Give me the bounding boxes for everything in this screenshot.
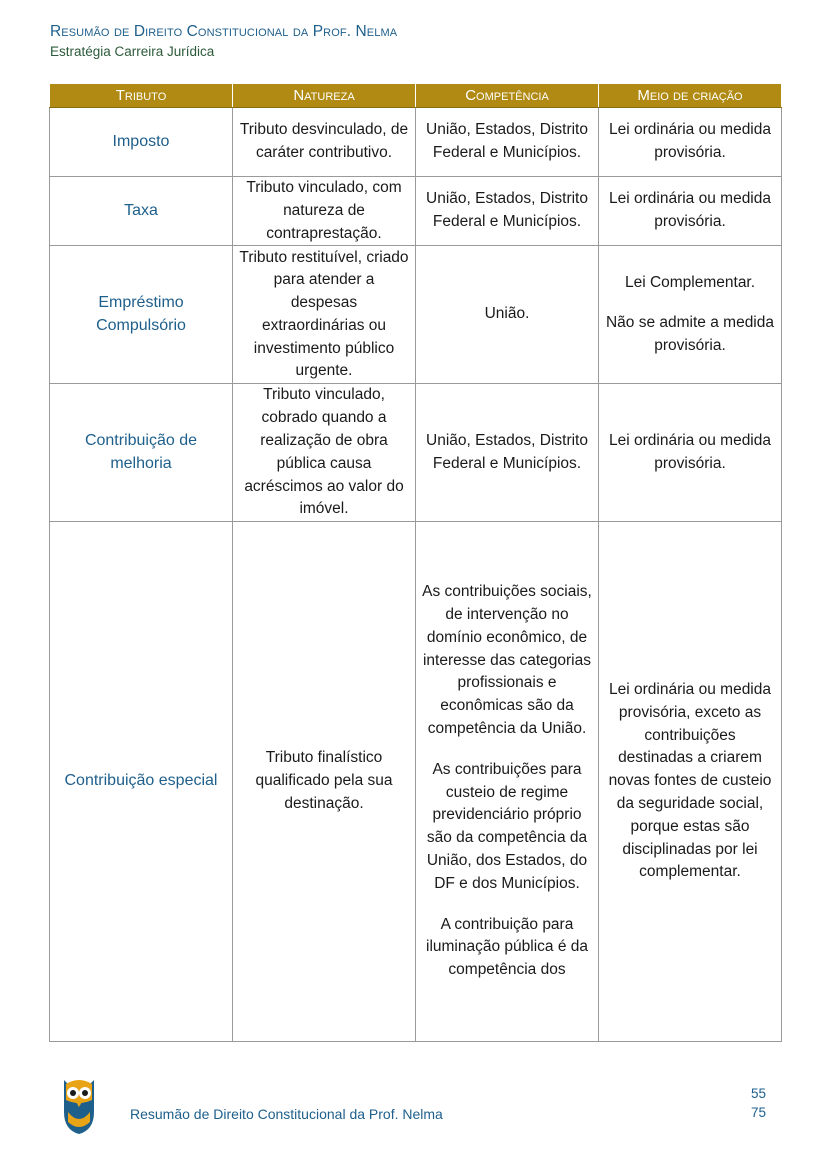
table-header-row [50,84,782,108]
meio-text: Lei ordinária ou medida provisória. [609,190,771,231]
tributo-cell: Contribuição especial [50,522,233,1042]
natureza-cell: Tributo restituível, criado para atender a despesas extraordinárias ou investimento público urgente. [233,246,416,384]
column-header-natureza: Natureza [233,84,416,108]
meio-cell [599,108,782,177]
meio-text: Lei ordinária ou medida provisória, exceto as contribuições destinadas a criarem novas fontes de custeio da seguridade social, porque estas são disciplinadas por lei complementar. [608,681,772,881]
tributo-cell: Contribuição de melhoria [50,384,233,522]
paragraph-gap [422,741,592,759]
column-header-meio-de-criacao: Meio de criação [599,84,782,108]
natureza-cell: Tributo vinculado, com natureza de contraprestação. [233,177,416,246]
page-number [736,1084,766,1122]
tributo-cell: Taxa [50,177,233,246]
page-header [50,22,397,62]
tributo-cell: Imposto [50,108,233,177]
table-row [50,246,782,384]
tributos-table [49,83,782,1042]
competencia-cell: União, Estados, Distrito Federal e Municípios. [416,177,599,246]
table-row [50,177,782,246]
column-header-competencia: Competência [416,84,599,108]
document-subtitle: Estratégia Carreira Jurídica [50,44,215,59]
competencia-paragraph: A contribuição para iluminação pública é da competência dos [426,915,588,979]
competencia-paragraph: As contribuições sociais, de intervenção no domínio econômico, de interesse das categorias profissionais e econômicas são da competência da União. [422,583,592,738]
page-footer [0,1060,828,1170]
meio-text: Lei ordinária ou medida provisória. [609,121,771,161]
meio-text: Lei ordinária ou medida provisória. [609,431,771,472]
meio-cell [599,384,782,522]
paragraph-gap [422,896,592,914]
current-page: 55 [750,1086,766,1101]
footer-title: Resumão de Direito Constitucional da Prof. Nelma [130,1106,443,1122]
table-row [50,522,782,1042]
meio-cell [599,177,782,246]
competencia-paragraph: As contribuições para custeio de regime previdenciário próprio são da competência da União, dos Estados, do DF e dos Municípios. [426,760,588,892]
competencia-cell [416,522,599,1042]
total-pages: 75 [750,1105,766,1120]
competencia-cell: União, Estados, Distrito Federal e Municípios. [416,384,599,522]
meio-cell [599,522,782,1042]
paragraph-gap [605,294,775,312]
owl-icon [58,1072,100,1136]
natureza-cell: Tributo finalístico qualificado pela sua destinação. [233,522,416,1042]
natureza-cell: Tributo vinculado, cobrado quando a realização de obra pública causa acréscimos ao valor do imóvel. [233,384,416,522]
column-header-tributo: Tributo [50,84,233,108]
competencia-cell: União. [416,246,599,384]
meio-text: Lei Complementar. [624,273,756,291]
meio-cell [599,246,782,384]
meio-text: Não se admite a medida provisória. [605,314,774,355]
competencia-cell: União, Estados, Distrito Federal e Municípios. [416,108,599,177]
natureza-cell: Tributo desvinculado, de caráter contributivo. [233,108,416,177]
tributo-cell: Empréstimo Compulsório [50,246,233,384]
table-row [50,384,782,522]
table-row [50,108,782,177]
document-title: Resumão de Direito Constitucional da Prof. Nelma [50,23,398,40]
